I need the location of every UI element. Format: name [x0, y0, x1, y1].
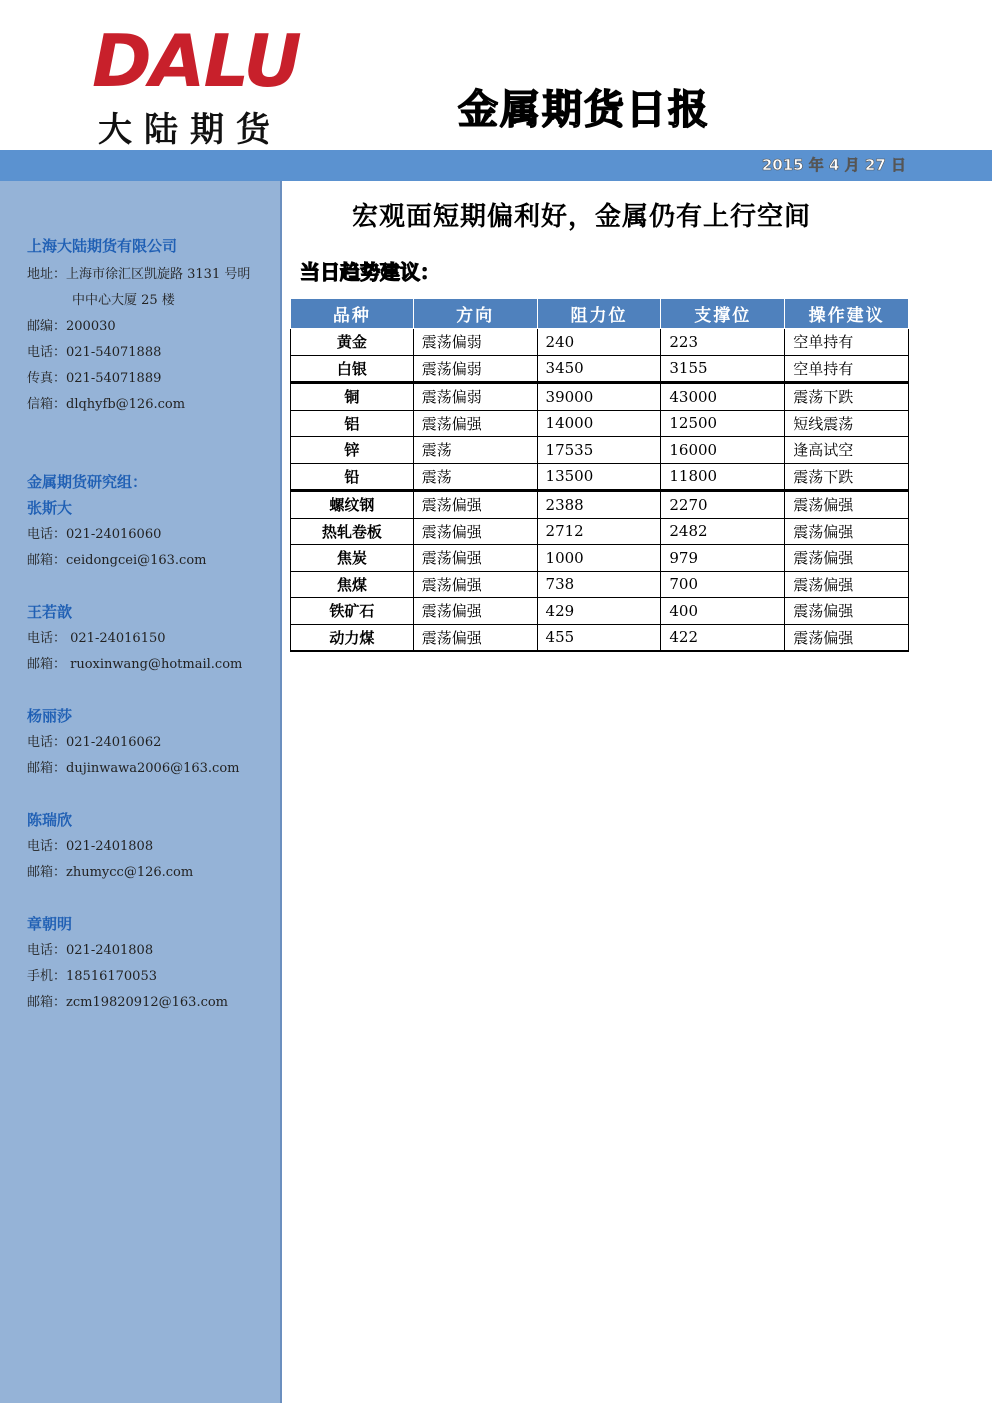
table-cell: 震荡偏强: [413, 410, 537, 437]
table-cell: 震荡偏强: [413, 624, 537, 651]
sidebar-company: 上海大陆期货有限公司: [27, 237, 178, 255]
contact-name: 张斯大: [27, 499, 73, 517]
table-cell: 2388: [537, 491, 661, 519]
table-cell: 738: [537, 571, 661, 598]
commodity-name-cell: 黄金: [291, 329, 414, 356]
commodity-name-cell: 铁矿石: [291, 598, 414, 625]
table-cell: 12500: [661, 410, 785, 437]
sidebar-phone: 电话：021-54071888: [27, 345, 162, 360]
table-cell: 震荡偏强: [413, 545, 537, 572]
table-row: [291, 410, 909, 437]
commodity-name-cell: 螺纹钢: [291, 491, 414, 519]
contact-name: 陈瑞欣: [27, 811, 73, 829]
table-row: [291, 518, 909, 545]
table-cell: 震荡偏强: [413, 491, 537, 519]
column-header: 支撑位: [661, 299, 785, 329]
table-cell: 2270: [661, 491, 785, 519]
table-cell: 240: [537, 329, 661, 356]
table-cell: 震荡偏强: [785, 598, 909, 625]
table-cell: 455: [537, 624, 661, 651]
table-cell: 422: [661, 624, 785, 651]
commodity-name-cell: 焦煤: [291, 571, 414, 598]
table-row: [291, 463, 909, 491]
sidebar-fax: 传真：021-54071889: [27, 371, 162, 386]
commodity-name-cell: 动力煤: [291, 624, 414, 651]
table-cell: 39000: [537, 383, 661, 411]
table-row: [291, 545, 909, 572]
table-cell: 震荡: [413, 437, 537, 464]
table-cell: 震荡偏弱: [413, 355, 537, 383]
contact-phone: 电话：021-2401808: [27, 839, 154, 854]
table-cell: 震荡偏弱: [413, 383, 537, 411]
date-bar: [0, 150, 992, 181]
contact-email: 邮箱：zcm19820912@163.com: [27, 995, 229, 1010]
table-cell: 16000: [661, 437, 785, 464]
table-cell: 11800: [661, 463, 785, 491]
table-cell: 震荡下跌: [785, 383, 909, 411]
contact-name: 王若歆: [27, 603, 73, 621]
contact-sidebar: [0, 181, 282, 1403]
logo-brand: DALU: [92, 19, 300, 103]
table-row: [291, 624, 909, 651]
table-row: [291, 329, 909, 356]
logo-name-cn: 大陆期货: [98, 110, 282, 150]
commodity-name-cell: 热轧卷板: [291, 518, 414, 545]
table-cell: 震荡偏强: [413, 598, 537, 625]
table-cell: 2712: [537, 518, 661, 545]
table-cell: 223: [661, 329, 785, 356]
table-cell: 震荡偏强: [785, 518, 909, 545]
table-cell: 1000: [537, 545, 661, 572]
contact-email: 邮箱：ceidongcei@163.com: [27, 553, 207, 568]
table-cell: 震荡偏强: [785, 491, 909, 519]
table-cell: 400: [661, 598, 785, 625]
column-header: 方向: [413, 299, 537, 329]
table-cell: 3155: [661, 355, 785, 383]
sidebar-address-1: 地址：上海市徐汇区凯旋路 3131 号明: [27, 267, 251, 282]
contact-name: 章朝明: [27, 915, 73, 933]
column-header: 品种: [291, 299, 414, 329]
table-cell: 逢高试空: [785, 437, 909, 464]
table-cell: 空单持有: [785, 355, 909, 383]
table-cell: 17535: [537, 437, 661, 464]
table-cell: 3450: [537, 355, 661, 383]
column-header: 阻力位: [537, 299, 661, 329]
table-row: [291, 598, 909, 625]
contact-name: 杨丽莎: [27, 707, 73, 725]
contact-phone: 电话：021-2401808: [27, 943, 154, 958]
table-row: [291, 571, 909, 598]
contact-phone: 电话：021-24016060: [27, 527, 162, 542]
contact-mobile: 手机：18516170053: [27, 969, 157, 984]
table-cell: 空单持有: [785, 329, 909, 356]
report-date: 2015 年 4 月 27 日: [761, 156, 906, 174]
table-cell: 震荡下跌: [785, 463, 909, 491]
commodity-name-cell: 锌: [291, 437, 414, 464]
report-headline: 宏观面短期偏利好，金属仍有上行空间: [352, 202, 812, 232]
table-cell: 短线震荡: [785, 410, 909, 437]
commodity-name-cell: 白银: [291, 355, 414, 383]
contact-email: 邮箱：zhumycc@126.com: [27, 865, 194, 880]
table-header-row: [291, 299, 909, 329]
table-cell: 震荡偏强: [413, 571, 537, 598]
table-row: [291, 383, 909, 411]
table-cell: 700: [661, 571, 785, 598]
table-cell: 429: [537, 598, 661, 625]
contact-email: 邮箱： ruoxinwang@hotmail.com: [27, 657, 243, 672]
sidebar-address-2: 中中心大厦 25 楼: [72, 293, 175, 308]
sidebar-team: 金属期货研究组：: [27, 473, 148, 491]
table-row: [291, 437, 909, 464]
contact-phone: 电话：021-24016062: [27, 735, 162, 750]
column-header: 操作建议: [785, 299, 909, 329]
trend-table: [290, 298, 909, 652]
table-cell: 43000: [661, 383, 785, 411]
company-logo: [92, 19, 312, 150]
table-row: [291, 491, 909, 519]
table-cell: 震荡偏强: [785, 571, 909, 598]
commodity-name-cell: 铅: [291, 463, 414, 491]
table-cell: 13500: [537, 463, 661, 491]
sidebar-email: 信箱：dlqhyfb@126.com: [27, 397, 186, 412]
table-cell: 979: [661, 545, 785, 572]
commodity-name-cell: 焦炭: [291, 545, 414, 572]
table-cell: 震荡偏强: [413, 518, 537, 545]
table-row: [291, 355, 909, 383]
commodity-name-cell: 铝: [291, 410, 414, 437]
contact-email: 邮箱：dujinwawa2006@163.com: [27, 761, 240, 776]
commodity-name-cell: 铜: [291, 383, 414, 411]
table-cell: 震荡偏弱: [413, 329, 537, 356]
report-title: 金属期货日报: [458, 87, 710, 133]
contact-phone: 电话： 021-24016150: [27, 631, 166, 646]
table-cell: 震荡偏强: [785, 624, 909, 651]
table-cell: 2482: [661, 518, 785, 545]
trend-subhead: 当日趋势建议：: [300, 260, 440, 284]
table-cell: 14000: [537, 410, 661, 437]
sidebar-postcode: 邮编：200030: [27, 319, 116, 334]
table-cell: 震荡: [413, 463, 537, 491]
table-cell: 震荡偏强: [785, 545, 909, 572]
